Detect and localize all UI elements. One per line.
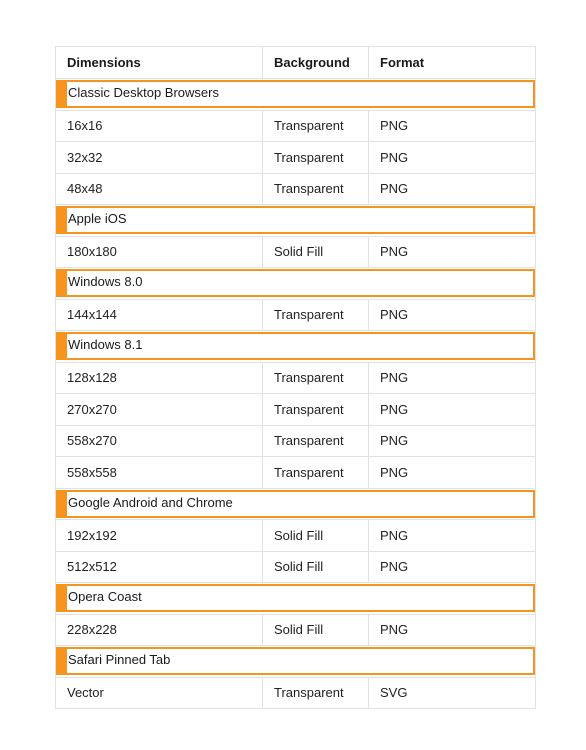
group-label: Google Android and Chrome: [68, 494, 233, 510]
cell-format: PNG: [369, 520, 536, 552]
cell-dimensions: 192x192: [56, 520, 263, 552]
group-row: [56, 205, 536, 237]
group-cell: [56, 488, 536, 520]
cell-format: PNG: [369, 110, 536, 142]
cell-format: PNG: [369, 142, 536, 174]
group-header-box: [56, 206, 535, 234]
group-header-box: [56, 490, 535, 518]
table-row: [56, 520, 536, 552]
cell-format: PNG: [369, 236, 536, 268]
cell-dimensions: 512x512: [56, 551, 263, 583]
cell-background: Transparent: [263, 299, 369, 331]
group-cell: [56, 268, 536, 300]
group-cell: [56, 331, 536, 363]
column-header-background: Background: [263, 47, 369, 79]
cell-background: Transparent: [263, 110, 369, 142]
cell-dimensions: 180x180: [56, 236, 263, 268]
cell-dimensions: 48x48: [56, 173, 263, 205]
table-row: [56, 142, 536, 174]
cell-format: PNG: [369, 457, 536, 489]
group-header-box: [56, 80, 535, 108]
table-row: [56, 614, 536, 646]
cell-dimensions: Vector: [56, 677, 263, 709]
cell-dimensions: 32x32: [56, 142, 263, 174]
cell-format: PNG: [369, 362, 536, 394]
cell-background: Transparent: [263, 677, 369, 709]
group-row: [56, 331, 536, 363]
group-header-box: [56, 269, 535, 297]
group-cell: [56, 79, 536, 111]
group-label: Windows 8.1: [68, 337, 143, 353]
table-row: [56, 110, 536, 142]
cell-background: Solid Fill: [263, 520, 369, 552]
table-row: [56, 236, 536, 268]
cell-background: Transparent: [263, 457, 369, 489]
table-header-row: [56, 47, 536, 79]
table-row: [56, 173, 536, 205]
cell-dimensions: 558x270: [56, 425, 263, 457]
cell-dimensions: 270x270: [56, 394, 263, 426]
cell-dimensions: 558x558: [56, 457, 263, 489]
cell-dimensions: 228x228: [56, 614, 263, 646]
favicon-sizes-table: [55, 46, 536, 709]
cell-format: SVG: [369, 677, 536, 709]
cell-background: Transparent: [263, 142, 369, 174]
group-label: Windows 8.0: [68, 274, 143, 290]
cell-background: Transparent: [263, 173, 369, 205]
group-header-box: [56, 584, 535, 612]
group-row: [56, 488, 536, 520]
cell-background: Transparent: [263, 362, 369, 394]
table-row: [56, 551, 536, 583]
group-label: Opera Coast: [68, 589, 142, 605]
cell-format: PNG: [369, 551, 536, 583]
group-label: Apple iOS: [68, 211, 127, 227]
group-label: Safari Pinned Tab: [68, 652, 171, 668]
cell-format: PNG: [369, 425, 536, 457]
cell-dimensions: 16x16: [56, 110, 263, 142]
cell-dimensions: 144x144: [56, 299, 263, 331]
column-header-dimensions: Dimensions: [56, 47, 263, 79]
cell-format: PNG: [369, 299, 536, 331]
group-header-box: [56, 332, 535, 360]
cell-format: PNG: [369, 614, 536, 646]
group-row: [56, 79, 536, 111]
table-row: [56, 299, 536, 331]
group-row: [56, 646, 536, 678]
cell-dimensions: 128x128: [56, 362, 263, 394]
table-row: [56, 457, 536, 489]
group-cell: [56, 583, 536, 615]
cell-format: PNG: [369, 173, 536, 205]
column-header-format: Format: [369, 47, 536, 79]
cell-format: PNG: [369, 394, 536, 426]
cell-background: Transparent: [263, 425, 369, 457]
cell-background: Solid Fill: [263, 614, 369, 646]
group-cell: [56, 646, 536, 678]
group-row: [56, 583, 536, 615]
cell-background: Transparent: [263, 394, 369, 426]
table-row: [56, 425, 536, 457]
table-row: [56, 362, 536, 394]
table-body: [56, 79, 536, 709]
table-row: [56, 394, 536, 426]
group-header-box: [56, 647, 535, 675]
group-cell: [56, 205, 536, 237]
group-label: Classic Desktop Browsers: [68, 85, 219, 101]
group-row: [56, 268, 536, 300]
table-row: [56, 677, 536, 709]
cell-background: Solid Fill: [263, 236, 369, 268]
cell-background: Solid Fill: [263, 551, 369, 583]
